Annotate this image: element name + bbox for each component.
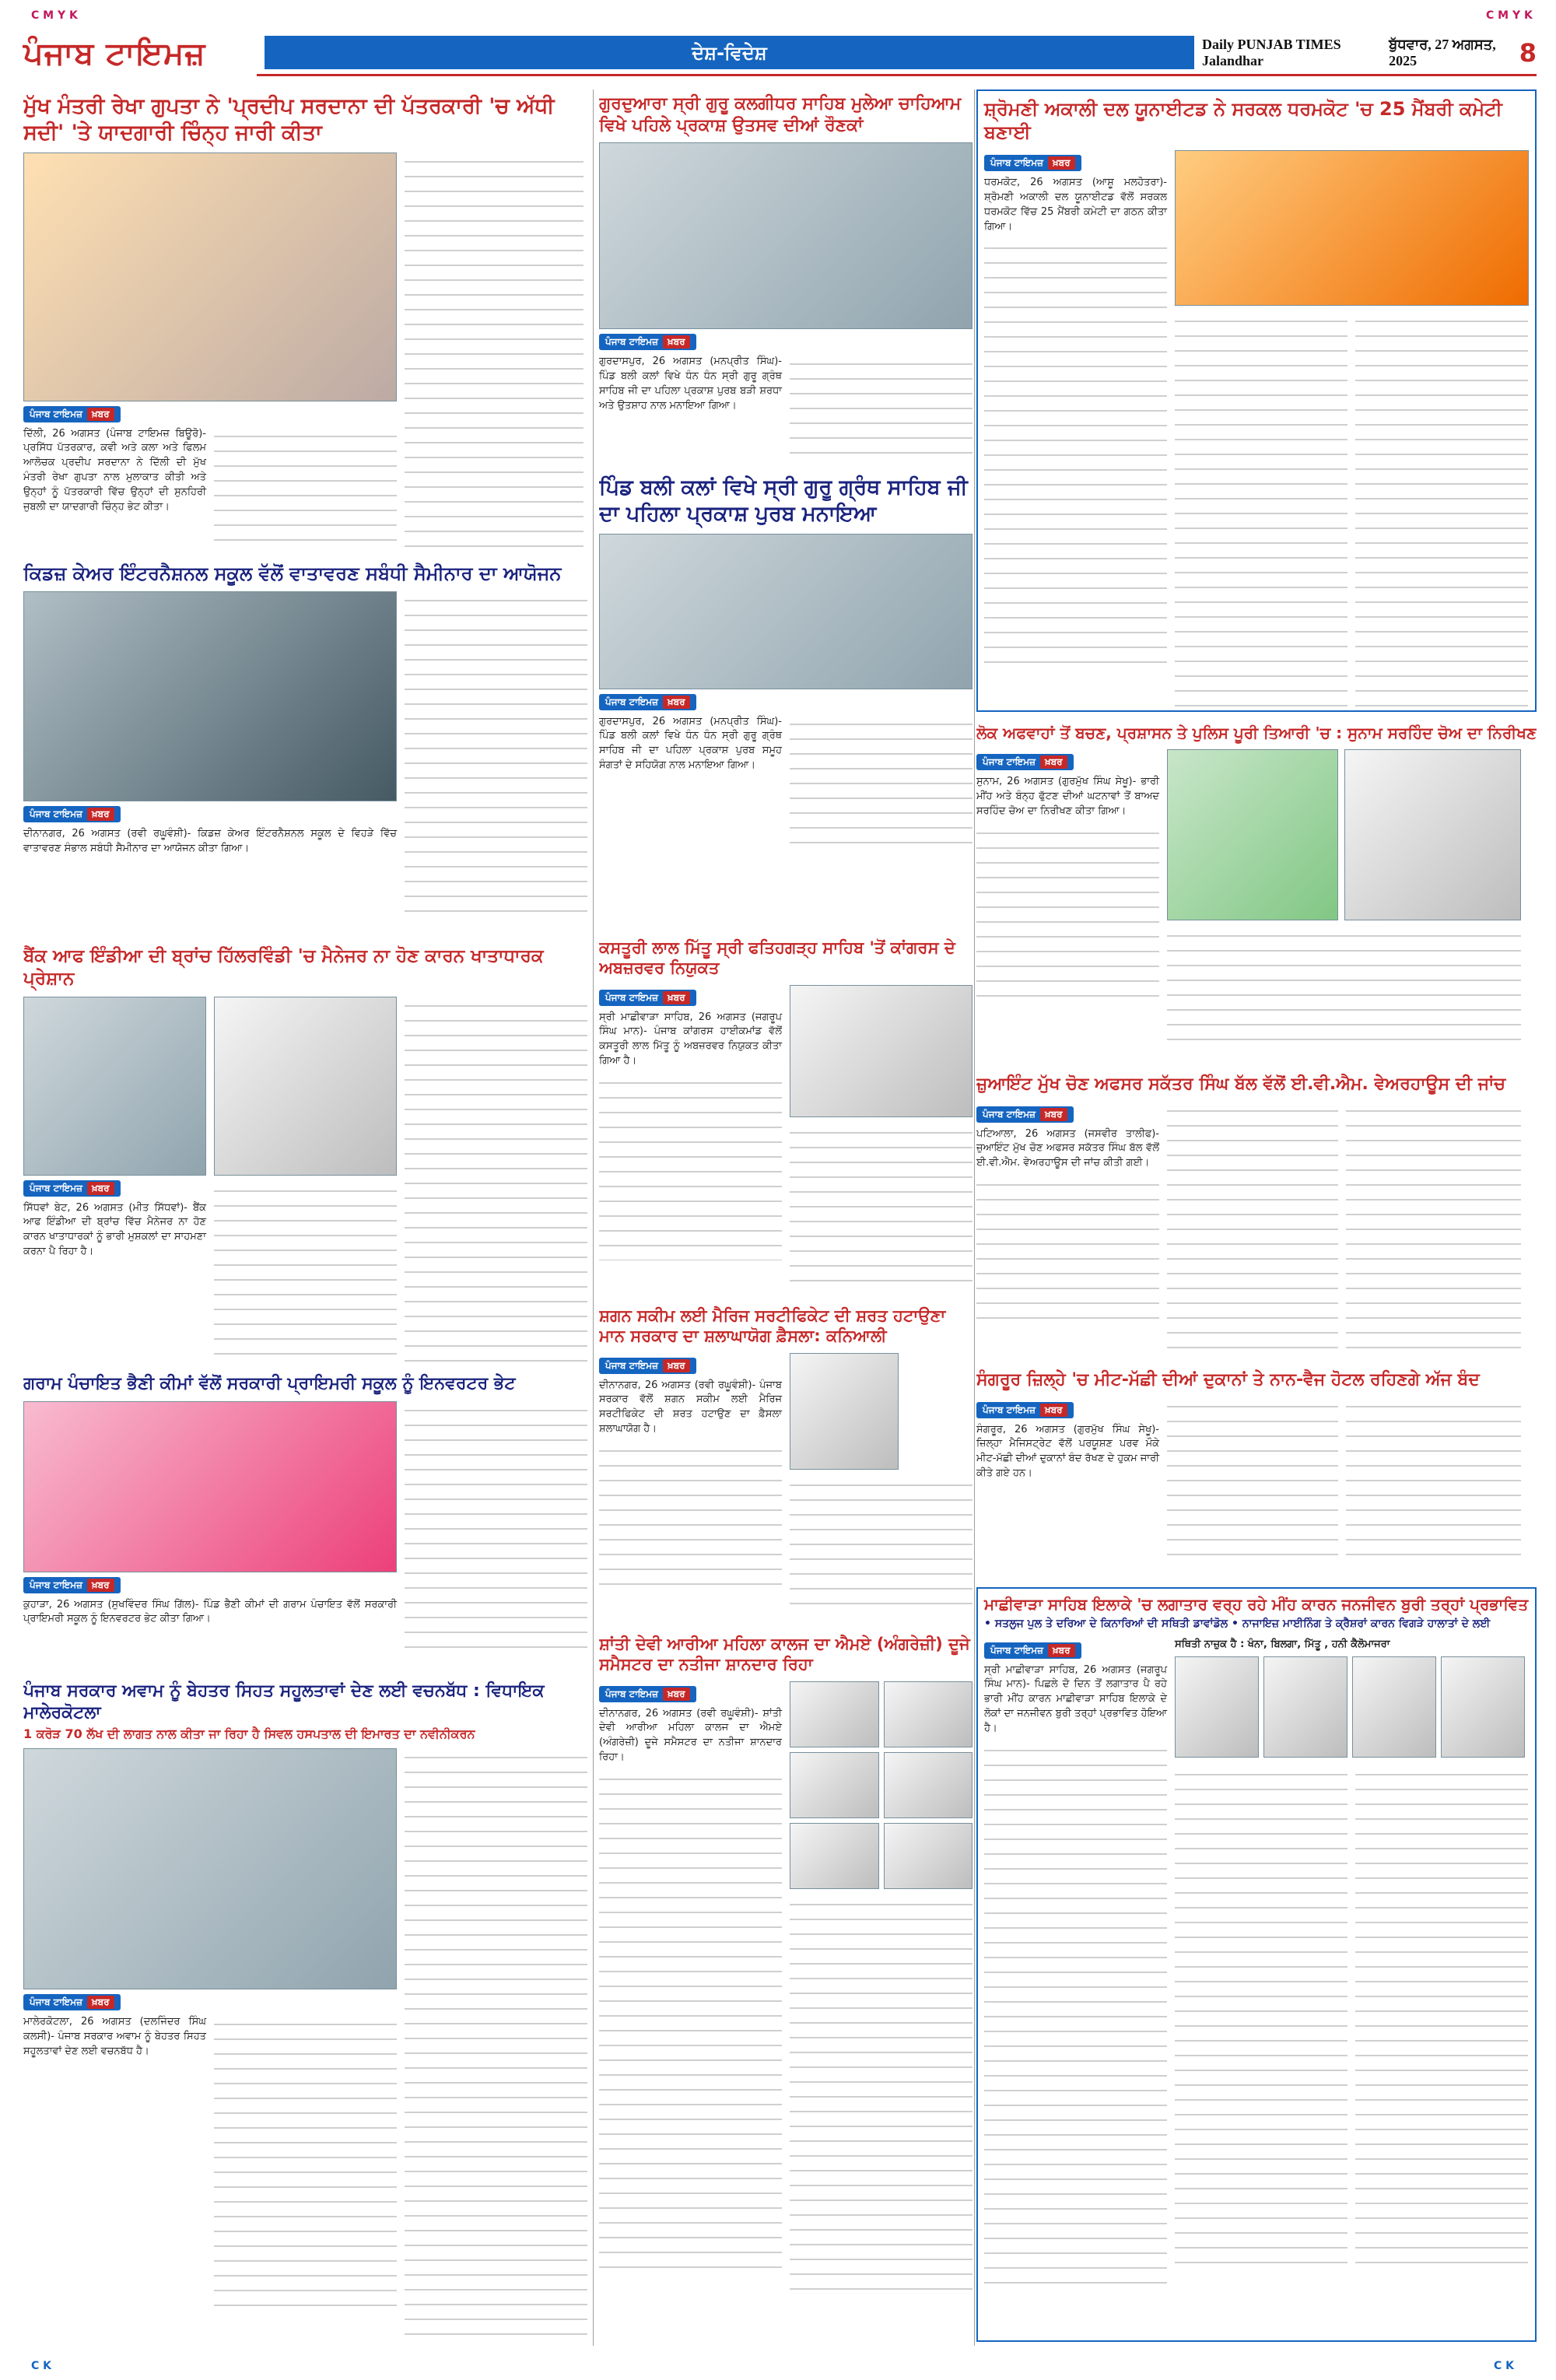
section-bar: [265, 36, 1194, 69]
article-lead: ਦਿੱਲੀ, 26 ਅਗਸਤ (ਪੰਜਾਬ ਟਾਇਮਜ਼ ਬਿਊਰੋ)- ਪ੍ਰਸਿੱਧ ਪੱਤਰਕਾਰ, ਕਵੀ ਅਤੇ ਕਲਾ ਅਤੇ ਫਿਲਮ ਆਲੋਚਕ ਪ੍ਰਦੀਪ ਸਰਦਾਨਾ ਨੇ ਦਿੱਲੀ ਦੀ ਮੁੱਖ ਮੰਤਰੀ ਰੇਖਾ ਗੁਪਤਾ ਨਾਲ ਮੁਲਾਕਾਤ ਕੀਤੀ ਅਤੇ ਉਨ੍ਹਾਂ ਨੂੰ ਪੱਤਰਕਾਰੀ ਵਿੱਚ ਉਨ੍ਹਾਂ ਦੀ ਸੁਨਹਿਰੀ ਜੁਬਲੀ ਦਾ ਯਾਦਗਾਰੀ ਚਿੰਨ੍ਹ ਭੇਟ ਕੀਤਾ।: [23, 427, 206, 513]
article-lead: ਸੰਗਰੂਰ, 26 ਅਗਸਤ (ਗੁਰਮੁੱਖ ਸਿੰਘ ਸੇਖੂ)- ਜ਼ਿਲ੍ਹਾ ਮੈਜਿਸਟ੍ਰੇਟ ਵੱਲੋਂ ਪਰਯੂਸ਼ਣ ਪਰਵ ਮੌਕੇ ਮੀਟ-ਮੱਛੀ ਦੀਆਂ ਦੁਕਾਨਾਂ ਬੰਦ ਰੱਖਣ ਦੇ ਹੁਕਮ ਜਾਰੀ ਕੀਤੇ ਗਏ ਹਨ।: [976, 1423, 1159, 1480]
article-text-column: [405, 997, 587, 1366]
column-rule: [974, 89, 975, 2346]
photo-bank-branch: [214, 997, 397, 1176]
article-sangrur: [976, 1369, 1537, 1576]
column-rule: [593, 89, 594, 2346]
byline-tag: ਖ਼ਬਰ: [1040, 755, 1067, 769]
byline: [599, 990, 696, 1006]
byline-tag: ਖ਼ਬਰ: [87, 408, 114, 421]
section-title: ਦੇਸ਼-ਵਿਦੇਸ਼: [692, 41, 767, 64]
photo-bank-customers: [23, 997, 206, 1176]
photo-gurdwara-stage: [599, 142, 972, 329]
photo-student: [790, 1752, 879, 1818]
photo-hospital-visit: [23, 1748, 397, 1989]
headline: ਪਿੰਡ ਬਲੀ ਕਲਾਂ ਵਿਖੇ ਸ੍ਰੀ ਗੁਰੂ ਗ੍ਰੰਥ ਸਾਹਿਬ ਜੀ ਦਾ ਪਹਿਲਾ ਪ੍ਰਕਾਸ਼ ਪੁਰਬ ਮਨਾਇਆ: [599, 475, 968, 526]
registration-mark-right: C M Y K: [1486, 9, 1533, 22]
issue-date: ਬੁੱਧਵਾਰ, 27 ਅਗਸਤ, 2025: [1389, 36, 1496, 68]
byline: [23, 1180, 121, 1197]
headline: ਮੁੱਖ ਮੰਤਰੀ ਰੇਖਾ ਗੁਪਤਾ ਨੇ 'ਪ੍ਰਦੀਪ ਸਰਦਾਨਾ ਦੀ ਪੱਤਰਕਾਰੀ 'ਚ ਅੱਧੀ ਸਦੀ' 'ਤੇ ਯਾਦਗਾਰੀ ਚਿੰਨ੍ਹ ਜਾਰੀ ਕੀਤਾ: [23, 94, 555, 145]
headline: ਲੋਕ ਅਫਵਾਹਾਂ ਤੋਂ ਬਚਣ, ਪ੍ਰਸ਼ਾਸਨ ਤੇ ਪੁਲਿਸ ਪੂਰੀ ਤਿਆਰੀ 'ਚ : ਸੁਨਾਮ ਸਰਹਿੰਦ ਚੋਅ ਦਾ ਨਿਰੀਖਣ: [976, 724, 1537, 742]
article-bank: [23, 945, 587, 1365]
byline-paper: ਪੰਜਾਬ ਟਾਇਮਜ਼: [30, 808, 82, 819]
photo-school-seminar: [23, 591, 397, 801]
registration-mark-left: C M Y K: [31, 9, 78, 22]
article-lead: ਸ੍ਰੀ ਮਾਛੀਵਾੜਾ ਸਾਹਿਬ, 26 ਅਗਸਤ (ਜਗਰੂਪ ਸਿੰਘ ਮਾਨ)- ਪਿਛਲੇ ਦੋ ਦਿਨ ਤੋਂ ਲਗਾਤਾਰ ਪੈ ਰਹੇ ਭਾਰੀ ਮੀਂਹ ਕਾਰਨ ਮਾਛੀਵਾੜਾ ਸਾਹਿਬ ਇਲਾਕੇ ਦੇ ਲੋਕਾਂ ਦਾ ਜਨਜੀਵਨ ਬੁਰੀ ਤਰ੍ਹਾਂ ਪ੍ਰਭਾਵਿਤ ਹੋਇਆ ਹੈ।: [984, 1663, 1167, 1734]
article-lead: ਧਰਮਕੋਟ, 26 ਅਗਸਤ (ਆਸ਼ੂ ਮਲਹੋਤਰਾ)- ਸ਼੍ਰੋਮਣੀ ਅਕਾਲੀ ਦਲ ਯੂਨਾਈਟਡ ਵੱਲੋਂ ਸਰਕਲ ਧਰਮਕੋਟ ਵਿੱਚ 25 ਮੈਂਬਰੀ ਕਮੇਟੀ ਦਾ ਗਠਨ ਕੀਤਾ ਗਿਆ।: [984, 177, 1167, 233]
article-text-column: [790, 355, 972, 467]
byline: [599, 694, 696, 710]
byline: [23, 406, 121, 422]
byline-tag: ਖ਼ਬਰ: [1048, 1644, 1075, 1657]
byline: [23, 806, 121, 822]
byline-tag: ਖ਼ਬਰ: [663, 696, 690, 709]
article-lead: ਸਿੱਧਵਾਂ ਬੇਟ, 26 ਅਗਸਤ (ਮੀਤ ਸਿੱਧਵਾਂ)- ਬੈਂਕ ਆਫ ਇੰਡੀਆ ਦੀ ਬ੍ਰਾਂਚ ਵਿੱਚ ਮੈਨੇਜਰ ਨਾ ਹੋਣ ਕਾਰਨ ਖਾਤਾਧਾਰਕਾਂ ਨੂੰ ਭਾਰੀ ਮੁਸ਼ਕਲਾਂ ਦਾ ਸਾਹਮਣਾ ਕਰਨਾ ਪੈ ਰਿਹਾ ਹੈ।: [23, 1201, 206, 1258]
byline-tag: ਖ਼ਬਰ: [87, 808, 114, 821]
article-kasturi: [599, 938, 972, 1295]
article-lead: ਦੀਨਾਨਗਰ, 26 ਅਗਸਤ (ਰਵੀ ਰਘੂਵੰਸ਼ੀ)- ਪੰਜਾਬ ਸਰਕਾਰ ਵੱਲੋਂ ਸ਼ਗਨ ਸਕੀਮ ਲਈ ਮੈਰਿਜ ਸਰਟੀਫਿਕੇਟ ਦੀ ਸ਼ਰਤ ਹਟਾਉਣ ਦਾ ਫ਼ੈਸਲਾ ਸ਼ਲਾਘਾਯੋਗ ਹੈ।: [599, 1379, 782, 1435]
byline: [976, 1106, 1074, 1123]
byline-tag: ਖ਼ਬਰ: [663, 1359, 690, 1372]
headline: ਸੰਗਰੂਰ ਜ਼ਿਲ੍ਹੇ 'ਚ ਮੀਟ-ਮੱਛੀ ਦੀਆਂ ਦੁਕਾਨਾਂ ਤੇ ਨਾਨ-ਵੈਜ ਹੋਟਲ ਰਹਿਣਗੇ ਅੱਜ ਬੰਦ: [976, 1370, 1480, 1390]
article-kidz: [23, 562, 587, 935]
article-arya: [599, 1634, 972, 2342]
article-text-column: [984, 1741, 1167, 2286]
article-gram: [23, 1373, 587, 1669]
article-balikalan: [599, 475, 972, 926]
headline: ਗਰਾਮ ਪੰਚਾਇਤ ਭੈਣੀ ਕੀਮਾਂ ਵੱਲੋਂ ਸਰਕਾਰੀ ਪ੍ਰਾਇਮਰੀ ਸਕੂਲ ਨੂੰ ਇਨਵਰਟਰ ਭੇਟ: [23, 1374, 516, 1393]
article-text-column: [599, 1074, 782, 1260]
article-text-column: [790, 1476, 972, 1616]
article-text-column: [976, 1176, 1159, 1323]
article-lead: ਗੁਰਦਾਸਪੁਰ, 26 ਅਗਸਤ (ਮਨਪ੍ਰੀਤ ਸਿੰਘ)- ਪਿੰਡ ਬਲੀ ਕਲਾਂ ਵਿਖੇ ਧੰਨ ਧੰਨ ਸ੍ਰੀ ਗੁਰੂ ਗ੍ਰੰਥ ਸਾਹਿਬ ਜੀ ਦਾ ਪਹਿਲਾ ਪ੍ਰਕਾਸ਼ ਪੁਰਬ ਬੜੀ ਸ਼ਰਧਾ ਅਤੇ ਉਤਸ਼ਾਹ ਨਾਲ ਮਨਾਇਆ ਗਿਆ।: [599, 356, 782, 412]
article-text-column: [790, 1895, 972, 2300]
headline: ਬੈਂਕ ਆਫ ਇੰਡੀਆ ਦੀ ਬ੍ਰਾਂਚ ਹਿੱਲਰਵਿੰਡੀ 'ਚ ਮੈਨੇਜਰ ਨਾ ਹੋਣ ਕਾਰਨ ਖਾਤਾਧਾਰਕ ਪ੍ਰੇਸ਼ਾਨ: [23, 946, 544, 989]
article-evm: [976, 1074, 1537, 1362]
article-shagun: [599, 1306, 972, 1625]
article-gurdwara: [599, 93, 972, 467]
byline: [599, 1358, 696, 1374]
footer-mark-right: C K: [1494, 2360, 1514, 2372]
page-number: 8: [1519, 37, 1537, 68]
article-lead: ਮਾਲੇਰਕੋਟਲਾ, 26 ਅਗਸਤ (ਦਲਜਿੰਦਰ ਸਿੰਘ ਕਲਸੀ)- ਪੰਜਾਬ ਸਰਕਾਰ ਅਵਾਮ ਨੂੰ ਬੇਹਤਰ ਸਿਹਤ ਸਹੂਲਤਾਵਾਂ ਦੇਣ ਲਈ ਵਚਨਬੱਧ ਹੈ।: [23, 2016, 206, 2057]
byline-tag: ਖ਼ਬਰ: [87, 1579, 114, 1592]
article-text-column: [984, 239, 1167, 675]
article-text-column: [405, 1748, 587, 2340]
headline: ਗੁਰਦੁਆਰਾ ਸ੍ਰੀ ਗੁਰੂ ਕਲਗੀਧਰ ਸਾਹਿਬ ਮੁਲੇਆ ਚਾਹਿਆਮ ਵਿਖੇ ਪਹਿਲੇ ਪ੍ਰਕਾਸ਼ ਉਤਸਵ ਦੀਆਂ ਰੌਣਕਾਂ: [599, 94, 962, 135]
byline: [984, 1642, 1081, 1659]
headline: ਕਸਤੂਰੀ ਲਾਲ ਮਿੱਤੂ ਸ੍ਰੀ ਫਤਿਹਗੜ੍ਹ ਸਾਹਿਬ 'ਤੋਂ ਕਾਂਗਰਸ ਦੇ ਅਬਜ਼ਰਵਰ ਨਿਯੁਕਤ: [599, 938, 955, 978]
byline-paper: ਪੰਜਾਬ ਟਾਇਮਜ਼: [605, 336, 658, 347]
article-akali: [976, 89, 1537, 712]
photo-officials: [1344, 749, 1521, 920]
dateline: [1202, 31, 1537, 74]
byline: [976, 1402, 1074, 1418]
photo-prakash-purab: [599, 534, 972, 689]
article-text-column: [599, 1442, 782, 1597]
photo-akali-committee: [1175, 150, 1529, 306]
photo-student: [790, 1681, 879, 1747]
article-text-column: [1346, 1102, 1521, 1351]
byline-paper: ਪੰਜਾਬ ਟਾਇਮਜ਼: [30, 408, 82, 419]
byline-paper: ਪੰਜਾਬ ਟਾਇਮਜ਼: [983, 1404, 1036, 1415]
subheadline: • ਸਤਲੁਜ ਪੁਲ ਤੇ ਦਰਿਆ ਦੇ ਕਿਨਾਰਿਆਂ ਦੀ ਸਥਿਤੀ ਡਾਵਾਂਡੋਲ • ਨਾਜਾਇਜ਼ ਮਾਈਨਿੰਗ ਤੇ ਕ੍ਰੈਸ਼ਰਾਂ ਕਾਰਨ ਵਿਗੜੇ ਹਾਲਾਤਾਂ ਦੇ ਲਈ: [984, 1618, 1491, 1630]
article-lead: ਦੀਨਾਨਗਰ, 26 ਅਗਸਤ (ਰਵੀ ਰਘੂਵੰਸ਼ੀ)- ਸ਼ਾਂਤੀ ਦੇਵੀ ਆਰੀਆ ਮਹਿਲਾ ਕਾਲਜ ਦਾ ਐਮਏ (ਅੰਗਰੇਜ਼ੀ) ਦੂਜੇ ਸਮੈਸਟਰ ਦਾ ਨਤੀਜਾ ਸ਼ਾਨਦਾਰ ਰਿਹਾ।: [599, 1707, 782, 1764]
byline: [976, 754, 1074, 770]
article-text-column: [405, 152, 584, 553]
article-lead: ਸ੍ਰੀ ਮਾਛੀਵਾੜਾ ਸਾਹਿਬ, 26 ਅਗਸਤ (ਜਗਰੂਪ ਸਿੰਘ ਮਾਨ)- ਪੰਜਾਬ ਕਾਂਗਰਸ ਹਾਈਕਮਾਂਡ ਵੱਲੋਂ ਕਸਤੂਰੀ ਲਾਲ ਮਿੱਤੂ ਨੂੰ ਅਬਜ਼ਰਵਰ ਨਿਯੁਕਤ ਕੀਤਾ ਗਿਆ ਹੈ।: [599, 1011, 782, 1067]
photo-student: [790, 1823, 879, 1889]
photo-leader: [1263, 1656, 1347, 1758]
student-photo-grid: [790, 1681, 972, 1889]
byline-paper: ਪੰਜਾਬ ਟਾਇਮਜ਼: [983, 756, 1036, 767]
article-text-column: [214, 427, 397, 544]
photo-rekha-sardana: [23, 152, 397, 401]
page-header: [23, 31, 1537, 76]
article-text-column: [405, 591, 587, 918]
headline: ਪੰਜਾਬ ਸਰਕਾਰ ਅਵਾਮ ਨੂੰ ਬੇਹਤਰ ਸਿਹਤ ਸਹੂਲਤਾਵਾਂ ਦੇਣ ਲਈ ਵਚਨਬੱਧ : ਵਿਧਾਇਕ ਮਾਲੇਰਕੋਟਲਾ: [23, 1681, 545, 1723]
byline-paper: ਪੰਜਾਬ ਟਾਇਮਜ਼: [605, 1359, 658, 1371]
paper-name: Daily PUNJAB TIMES Jalandhar: [1202, 36, 1341, 68]
article-text-column: [790, 1123, 972, 1287]
byline-tag: ਖ਼ਬਰ: [663, 1688, 690, 1701]
masthead: [23, 31, 257, 76]
article-health: [23, 1681, 587, 2342]
photo-student: [884, 1752, 973, 1818]
article-lead: ਪਟਿਆਲਾ, 26 ਅਗਸਤ (ਜਸਵੀਰ ਤਾਲੀਫ)- ਜ਼ੁਆਇੰਟ ਮੁੱਖ ਚੋਣ ਅਫਸਰ ਸਕੱਤਰ ਸਿੰਘ ਬੱਲ ਵੱਲੋਂ ਈ.ਵੀ.ਐਮ. ਵੇਅਰਹਾਊਸ ਦੀ ਜਾਂਚ ਕੀਤੀ ਗਈ।: [976, 1127, 1159, 1169]
article-rekha: [23, 93, 587, 552]
byline-paper: ਪੰਜਾਬ ਟਾਇਮਜ਼: [983, 1108, 1036, 1120]
byline-tag: ਖ਼ਬਰ: [663, 335, 690, 349]
subheadline: 1 ਕਰੋੜ 70 ਲੱਖ ਦੀ ਲਾਗਤ ਨਾਲ ਕੀਤਾ ਜਾ ਰਿਹਾ ਹੈ ਸਿਵਲ ਹਸਪਤਾਲ ਦੀ ਇਮਾਰਤ ਦਾ ਨਵੀਨੀਕਰਨ: [23, 1726, 475, 1741]
article-text-column: [1175, 1765, 1347, 2263]
byline-tag: ਖ਼ਬਰ: [87, 1996, 114, 2009]
headline: ਕਿਡਜ਼ ਕੇਅਰ ਇੰਟਰਨੈਸ਼ਨਲ ਸਕੂਲ ਵੱਲੋਂ ਵਾਤਾਵਰਣ ਸਬੰਧੀ ਸੈਮੀਨਾਰ ਦਾ ਆਯੋਜਨ: [23, 563, 562, 584]
article-text-column: [1167, 1397, 1338, 1561]
headline: ਮਾਛੀਵਾੜਾ ਸਾਹਿਬ ਇਲਾਕੇ 'ਚ ਲਗਾਤਾਰ ਵਰ੍ਹ ਰਹੇ ਮੀਂਹ ਕਾਰਨ ਜਨਜੀਵਨ ਬੁਰੀ ਤਰ੍ਹਾਂ ਪ੍ਰਭਾਵਿਤ: [984, 1595, 1529, 1614]
article-text-column: [1346, 1397, 1521, 1561]
photo-caption: ਸਥਿਤੀ ਨਾਜ਼ੁਕ ਹੈ : ਖੰਨਾ, ਬਿਲਗਾ, ਮਿੱਤੂ , ਹਨੀ ਕੈਲੋਮਾਜਰਾ: [1175, 1638, 1390, 1650]
photo-school-children: [23, 1401, 397, 1572]
byline-paper: ਪੰਜਾਬ ਟਾਇਮਜ਼: [30, 1182, 82, 1194]
article-text-column: [599, 1770, 782, 2276]
byline: [23, 1577, 121, 1593]
byline-paper: ਪੰਜਾਬ ਟਾਇਮਜ਼: [605, 696, 658, 707]
article-text-column: [976, 824, 1159, 1003]
article-text-column: [1175, 312, 1347, 709]
byline-paper: ਪੰਜਾਬ ਟਾਇਮਜ਼: [990, 1644, 1043, 1656]
article-text-column: [1167, 927, 1521, 1051]
article-text-column: [405, 1401, 587, 1658]
byline: [599, 334, 696, 350]
article-text-column: [1355, 312, 1528, 709]
photo-student: [884, 1681, 973, 1747]
article-text-column: [214, 2015, 397, 2311]
article-flood: [976, 724, 1537, 1066]
article-text-column: [214, 1182, 397, 1366]
byline-paper: ਪੰਜਾਬ ਟਾਇਮਜ਼: [30, 1996, 82, 2007]
masthead-title: ਪੰਜਾਬ ਟਾਇਮਜ਼: [23, 36, 206, 72]
article-text-column: [1355, 1765, 1528, 2263]
footer-mark-left: C K: [31, 2360, 51, 2372]
byline: [599, 1686, 696, 1702]
headline: ਜ਼ੁਆਇੰਟ ਮੁੱਖ ਚੋਣ ਅਫਸਰ ਸਕੱਤਰ ਸਿੰਘ ਬੱਲ ਵੱਲੋਂ ਈ.ਵੀ.ਐਮ. ਵੇਅਰਹਾਊਸ ਦੀ ਜਾਂਚ: [976, 1074, 1506, 1094]
photo-leader: [1352, 1656, 1436, 1758]
article-lead: ਸੁਨਾਮ, 26 ਅਗਸਤ (ਗੁਰਮੁੱਖ ਸਿੰਘ ਸੇਖੂ)- ਭਾਰੀ ਮੀਂਹ ਅਤੇ ਬੰਨ੍ਹ ਫੁੱਟਣ ਦੀਆਂ ਘਟਨਾਵਾਂ ਤੋਂ ਬਾਅਦ ਸਰਹਿੰਦ ਚੋਅ ਦਾ ਨਿਰੀਖਣ ਕੀਤਾ ਗਿਆ।: [976, 776, 1159, 817]
article-lead: ਕੁਹਾੜਾ, 26 ਅਗਸਤ (ਸੁਖਵਿੰਦਰ ਸਿੰਘ ਗਿੱਲ)- ਪਿੰਡ ਭੈਣੀ ਕੀਮਾਂ ਦੀ ਗਰਾਮ ਪੰਚਾਇਤ ਵੱਲੋਂ ਸਰਕਾਰੀ ਪ੍ਰਾਇਮਰੀ ਸਕੂਲ ਨੂੰ ਇਨਵਰਟਰ ਭੇਟ ਕੀਤਾ ਗਿਆ।: [23, 1598, 397, 1625]
byline-tag: ਖ਼ਬਰ: [87, 1182, 114, 1195]
article-lead: ਗੁਰਦਾਸਪੁਰ, 26 ਅਗਸਤ (ਮਨਪ੍ਰੀਤ ਸਿੰਘ)- ਪਿੰਡ ਬਲੀ ਕਲਾਂ ਵਿਖੇ ਧੰਨ ਧੰਨ ਸ੍ਰੀ ਗੁਰੂ ਗ੍ਰੰਥ ਸਾਹਿਬ ਜੀ ਦਾ ਪਹਿਲਾ ਪ੍ਰਕਾਸ਼ ਪੁਰਬ ਸਮੂਹ ਸੰਗਤਾਂ ਦੇ ਸਹਿਯੋਗ ਨਾਲ ਮਨਾਇਆ ਗਿਆ।: [599, 715, 782, 772]
photo-kasturi-lal-mittu: [790, 985, 972, 1117]
article-text-column: [790, 715, 972, 847]
byline-tag: ਖ਼ਬਰ: [1048, 156, 1075, 170]
byline-tag: ਖ਼ਬਰ: [663, 991, 690, 1004]
byline-tag: ਖ਼ਬਰ: [1040, 1108, 1067, 1121]
byline-paper: ਪੰਜਾਬ ਟਾਇਮਜ਼: [30, 1579, 82, 1590]
photo-chowk-inspection: [1167, 749, 1338, 920]
photo-kaniali: [790, 1353, 899, 1470]
photo-student: [884, 1823, 973, 1889]
article-machhiwara: [976, 1587, 1537, 2342]
headline: ਸ਼ਾਂਤੀ ਦੇਵੀ ਆਰੀਆ ਮਹਿਲਾ ਕਾਲਜ ਦਾ ਐਮਏ (ਅੰਗਰੇਜ਼ੀ) ਦੂਜੇ ਸਮੈਸਟਰ ਦਾ ਨਤੀਜਾ ਸ਼ਾਨਦਾਰ ਰਿਹਾ: [599, 1635, 970, 1674]
byline-paper: ਪੰਜਾਬ ਟਾਇਮਜ਼: [605, 991, 658, 1003]
article-text-column: [1167, 1102, 1338, 1351]
headline: ਸ਼੍ਰੋਮਣੀ ਅਕਾਲੀ ਦਲ ਯੂਨਾਈਟਡ ਨੇ ਸਰਕਲ ਧਰਮਕੋਟ 'ਚ 25 ਮੈਂਬਰੀ ਕਮੇਟੀ ਬਣਾਈ: [984, 98, 1502, 143]
photo-leader: [1441, 1656, 1525, 1758]
headline: ਸ਼ਗਨ ਸਕੀਮ ਲਈ ਮੈਰਿਜ ਸਰਟੀਫਿਕੇਟ ਦੀ ਸ਼ਰਤ ਹਟਾਉਣਾ ਮਾਨ ਸਰਕਾਰ ਦਾ ਸ਼ਲਾਘਾਯੋਗ ਫ਼ੈਸਲਾ: ਕਨਿਆਲੀ: [599, 1306, 946, 1346]
byline-paper: ਪੰਜਾਬ ਟਾਇਮਜ਼: [990, 157, 1043, 168]
byline: [984, 155, 1081, 171]
byline-tag: ਖ਼ਬਰ: [1040, 1404, 1067, 1417]
byline: [23, 1994, 121, 2010]
byline-paper: ਪੰਜਾਬ ਟਾਇਮਜ਼: [605, 1688, 658, 1699]
photo-leader: [1175, 1656, 1259, 1758]
article-lead: ਦੀਨਾਨਗਰ, 26 ਅਗਸਤ (ਰਵੀ ਰਘੂਵੰਸ਼ੀ)- ਕਿਡਜ਼ ਕੇਅਰ ਇੰਟਰਨੈਸ਼ਨਲ ਸਕੂਲ ਦੇ ਵਿਹੜੇ ਵਿੱਚ ਵਾਤਾਵਰਣ ਸੰਭਾਲ ਸਬੰਧੀ ਸੈਮੀਨਾਰ ਦਾ ਆਯੋਜਨ ਕੀਤਾ ਗਿਆ।: [23, 828, 397, 854]
